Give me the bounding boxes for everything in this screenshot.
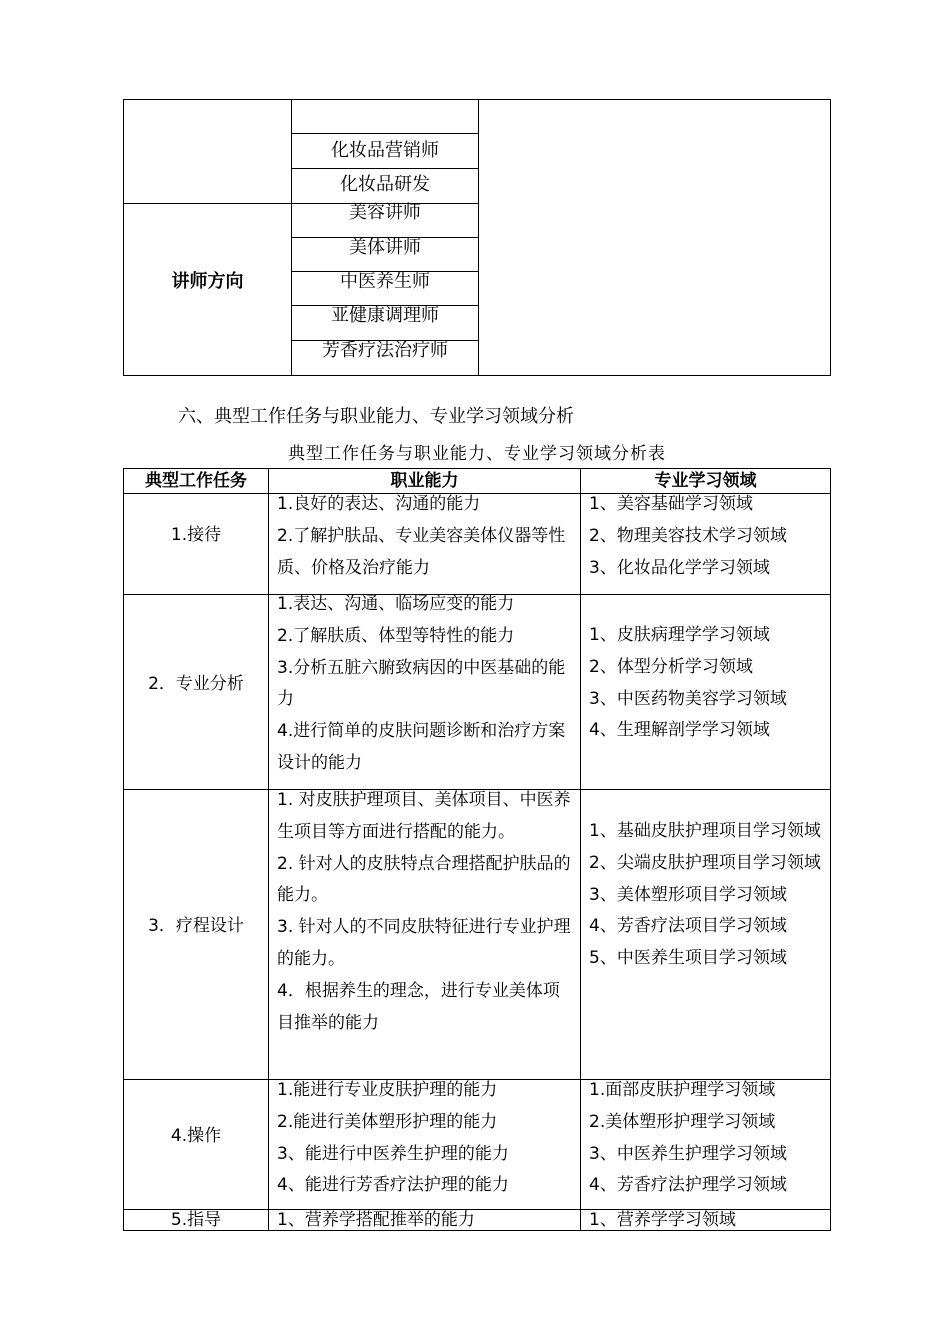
- task-cell: 2．专业分析: [148, 674, 244, 694]
- ability-cell: 1.表达、沟通、临场应变的能力 2.了解肤质、体型等特性的能力 3.分析五脏六腑致病因的中医基础的能力 4.进行简单的皮肤问题诊断和治疗方案设计的能力: [277, 594, 566, 773]
- ability-cell: 1.良好的表达、沟通的能力 2.了解护肤品、专业美容美体仪器等性质、价格及治疗能力: [277, 494, 566, 578]
- field-cell: 1、美容基础学习领域 2、物理美容技术学习领域 3、化妆品化学学习领域: [589, 494, 787, 578]
- career-item: 美体讲师: [349, 237, 421, 258]
- table-caption: 典型工作任务与职业能力、专业学习领域分析表: [288, 444, 666, 464]
- column-header: 职业能力: [390, 471, 459, 491]
- task-cell: 4.操作: [170, 1126, 222, 1146]
- section-heading: 六、典型工作任务与职业能力、专业学习领域分析: [178, 406, 574, 427]
- career-item: 化妆品营销师: [331, 140, 439, 161]
- field-cell: 1.面部皮肤护理学习领域 2.美体塑形护理学习领域 3、中医养生护理学习领域 4、芳香疗法护理学习领域: [589, 1080, 787, 1196]
- table-divider: [268, 468, 269, 1231]
- career-item: 中医养生师: [340, 271, 430, 292]
- column-header: 专业学习领域: [654, 471, 757, 491]
- column-header: 典型工作任务: [145, 471, 247, 491]
- ability-cell: 1、营养学搭配推举的能力: [277, 1210, 475, 1230]
- career-item: 芳香疗法治疗师: [322, 340, 448, 361]
- task-cell: 1.接待: [170, 525, 222, 545]
- lecturer-direction-label: 讲师方向: [171, 271, 244, 292]
- career-item: 美容讲师: [349, 202, 421, 223]
- task-cell: 5.指导: [170, 1210, 222, 1230]
- career-item: 化妆品研发: [340, 174, 430, 195]
- field-cell: 1、皮肤病理学学习领域 2、体型分析学习领域 3、中医药物美容学习领域 4、生理解剖学学习领域: [589, 625, 787, 741]
- ability-cell: 1.能进行专业皮肤护理的能力 2.能进行美体塑形护理的能力 3、能进行中医养生护理的能力 4、能进行芳香疗法护理的能力: [277, 1080, 509, 1196]
- field-cell: 1、基础皮肤护理项目学习领域 2、尖端皮肤护理项目学习领域 3、美体塑形项目学习领域 4、芳香疗法项目学习领域 5、中医养生项目学习领域: [589, 821, 821, 969]
- ability-cell: 1. 对皮肤护理项目、美体项目、中医养生项目等方面进行搭配的能力。 2. 针对人的皮肤特点合理搭配护肤品的能力。 3. 针对人的不同皮肤特征进行专业护理的能力。 4．根据养生的理念，进行专业美体项目推举的能力: [277, 790, 571, 1033]
- career-item: 亚健康调理师: [331, 305, 439, 326]
- field-cell: 1、营养学学习领域: [589, 1210, 736, 1230]
- task-cell: 3．疗程设计: [148, 916, 244, 936]
- table-divider: [580, 468, 581, 1231]
